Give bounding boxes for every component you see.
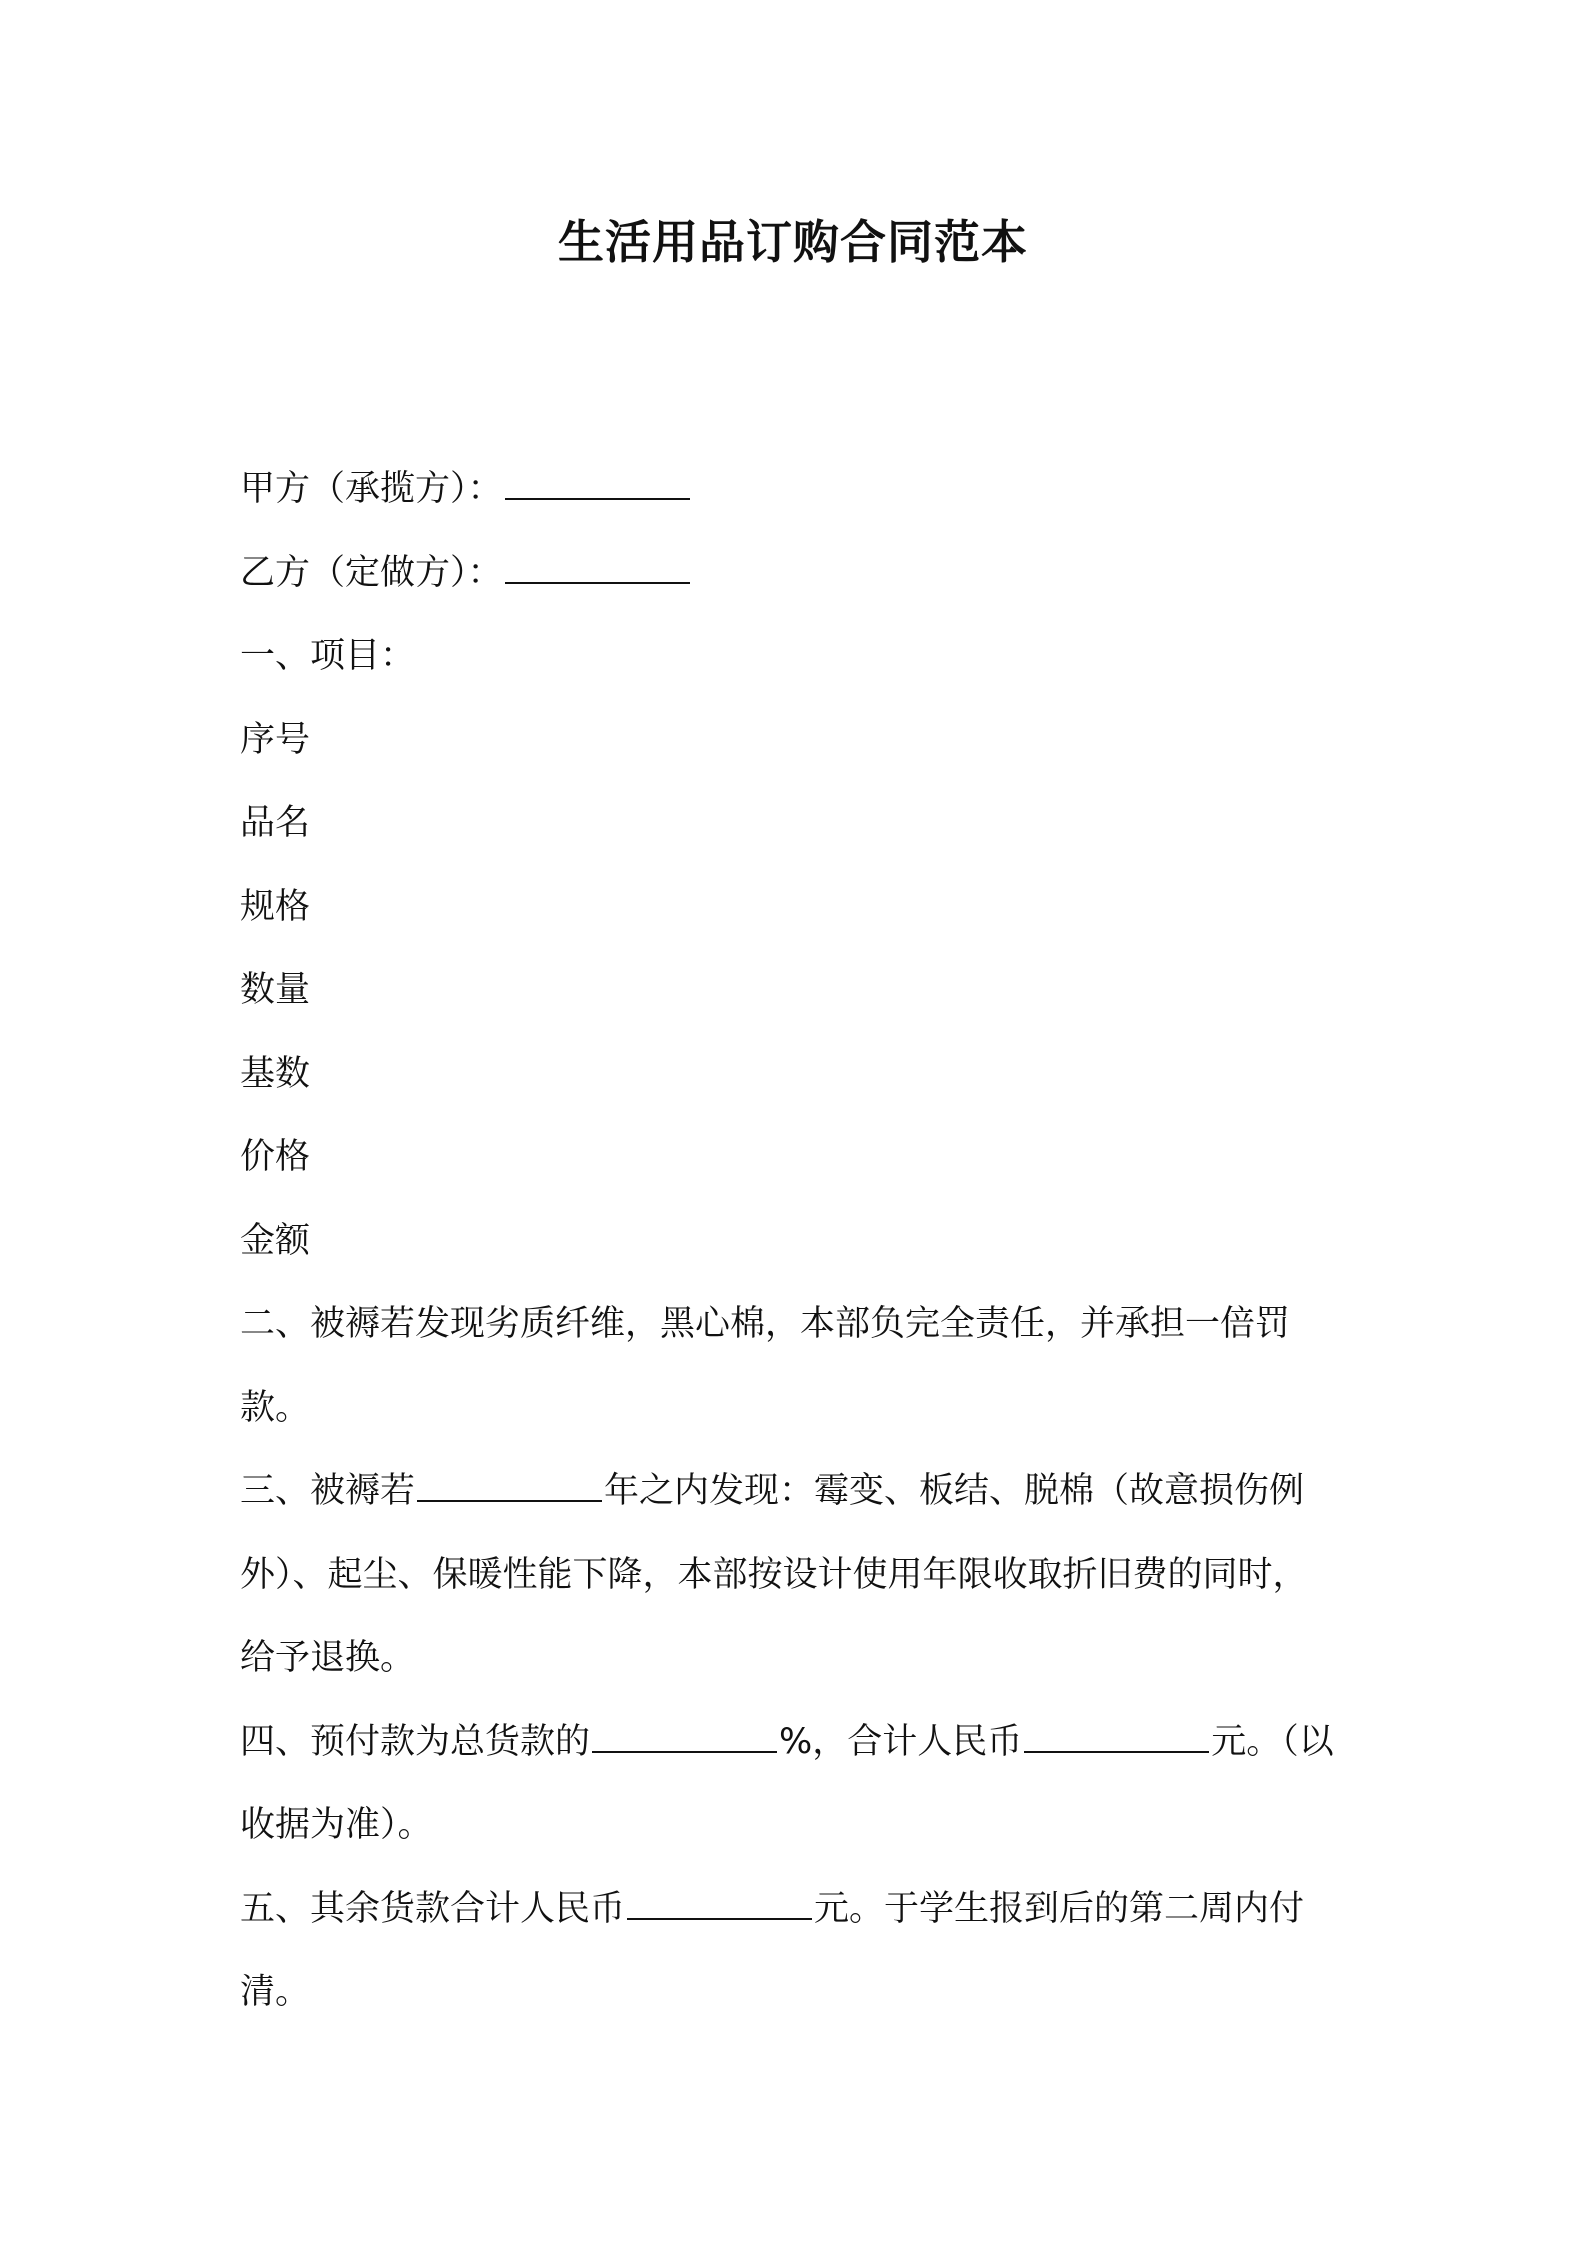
item-field-price: 价格 [240, 1137, 311, 1177]
clause-4-part-1: 四、预付款为总货款的 [240, 1721, 591, 1762]
clause-3-years-blank [417, 1464, 602, 1502]
clause-5-part-1: 五、其余货款合计人民币 [240, 1888, 626, 1929]
clause-4-line-1 [240, 1701, 1360, 1785]
document-title: 生活用品订购合同范本 [558, 215, 1028, 269]
item-field-quantity: 数量 [240, 970, 311, 1010]
clause-3-line-2: 外）、起尘、保暖性能下降，本部按设计使用年限收取折旧费的同时， [240, 1554, 1308, 1595]
clause-4-line-2: 收据为准）。 [240, 1805, 433, 1845]
item-field-serial: 序号 [240, 719, 311, 760]
party-b-label: 乙方（定做方）： [240, 552, 503, 593]
clause-4-part-3: 元。（以 [1211, 1721, 1334, 1762]
clause-5-line-1 [240, 1868, 1360, 1952]
party-b-line [240, 532, 1360, 616]
party-a-label: 甲方（承揽方）： [240, 469, 503, 509]
item-field-amount: 金额 [240, 1220, 311, 1261]
clause-3-part-2: 年之内发现：霉变、板结、脱棉（故意损伤例 [604, 1471, 1305, 1511]
clause-2-line-2: 款。 [240, 1387, 311, 1428]
clause-3-line-3: 给予退换。 [240, 1638, 416, 1678]
contract-body [240, 448, 1360, 2035]
item-field-spec: 规格 [240, 886, 311, 927]
item-field-base: 基数 [240, 1053, 311, 1094]
clause-5-line-2: 清。 [240, 1972, 311, 2012]
clause-5-amount-blank [627, 1882, 812, 1920]
clause-3-line-1 [240, 1450, 1360, 1534]
clause-3-part-1: 三、被褥若 [240, 1471, 416, 1511]
section-1-heading: 一、项目： [240, 636, 416, 676]
clause-4-part-2: %，合计人民币 [779, 1721, 1023, 1762]
party-a-blank [505, 462, 690, 500]
clause-4-percent-blank [592, 1715, 777, 1753]
clause-2-line-1: 二、被褥若发现劣质纤维，黑心棉，本部负完全责任，并承担一倍罚 [240, 1304, 1291, 1344]
clause-4-amount-blank [1024, 1715, 1209, 1753]
item-field-name: 品名 [240, 803, 311, 843]
clause-5-part-2: 元。于学生报到后的第二周内付 [814, 1888, 1305, 1929]
party-b-blank [505, 546, 690, 584]
party-a-line [240, 448, 1360, 532]
